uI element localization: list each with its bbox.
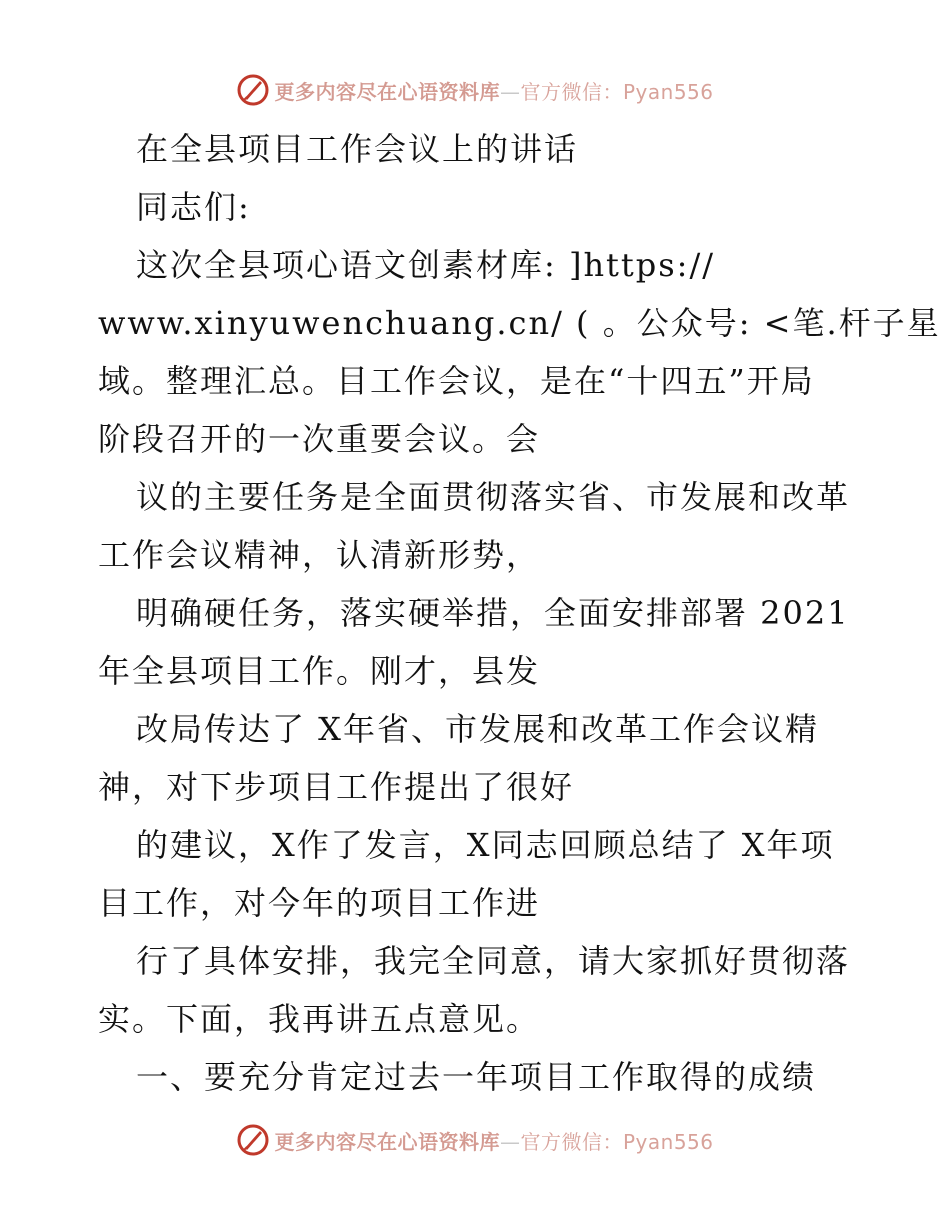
paragraph-line: 工作会议精神，认清新形势，: [98, 536, 541, 574]
paragraph-line: 改局传达了 X年省、市发展和改革工作会议精: [136, 710, 819, 748]
salutation: 同志们:: [136, 188, 251, 226]
watermark-wechat-label: 官方微信：: [520, 79, 623, 104]
paragraph-line: 神，对下步项目工作提出了很好: [98, 768, 575, 806]
paragraph-line: 行了具体安排，我完全同意，请大家抓好贯彻落: [136, 942, 851, 980]
paragraph-line: 阶段召开的一次重要会议。会: [98, 420, 541, 458]
paragraph-line: 这次全县项心语文创素材库: ]https://: [136, 246, 716, 284]
watermark-separator: —: [499, 1129, 521, 1154]
watermark-brand: 更多内容尽在心语资料库: [274, 1129, 500, 1154]
watermark-brand: 更多内容尽在心语资料库: [274, 79, 500, 104]
watermark-text: [274, 76, 713, 105]
watermark-text: [274, 1126, 713, 1155]
paragraph-line: 明确硬任务，落实硬举措，全面安排部署 2021: [136, 594, 850, 632]
paragraph-line: 年全县项目工作。刚才，县发: [98, 652, 541, 690]
paragraph-line: 的建议，X作了发言，X同志回顾总结了 X年项: [136, 826, 835, 864]
section-heading: 一、要充分肯定过去一年项目工作取得的成绩: [136, 1058, 817, 1096]
watermark-wechat-id: Pyan556: [622, 1129, 714, 1154]
paragraph-line: 议的主要任务是全面贯彻落实省、市发展和改革: [136, 478, 851, 516]
watermark-separator: —: [499, 79, 521, 104]
document-body: [98, 120, 941, 1106]
watermark-wechat-label: 官方微信：: [520, 1129, 623, 1154]
paragraph-line: 域。整理汇总。目工作会议，是在“十四五”开局: [98, 362, 815, 400]
paragraph-line: www.xinyuwenchuang.cn/ ( 。公众号: <笔.杆子星: [98, 304, 941, 342]
paragraph-line: 实。下面，我再讲五点意见。: [98, 1000, 541, 1038]
quill-logo-icon: [236, 1123, 270, 1157]
watermark-banner-bottom: [0, 1120, 950, 1160]
watermark-wechat-id: Pyan556: [622, 79, 714, 104]
paragraph-line: 目工作，对今年的项目工作进: [98, 884, 541, 922]
document-title: 在全县项目工作会议上的讲话: [136, 130, 579, 168]
watermark-banner-top: [0, 70, 950, 110]
quill-logo-icon: [236, 73, 270, 107]
